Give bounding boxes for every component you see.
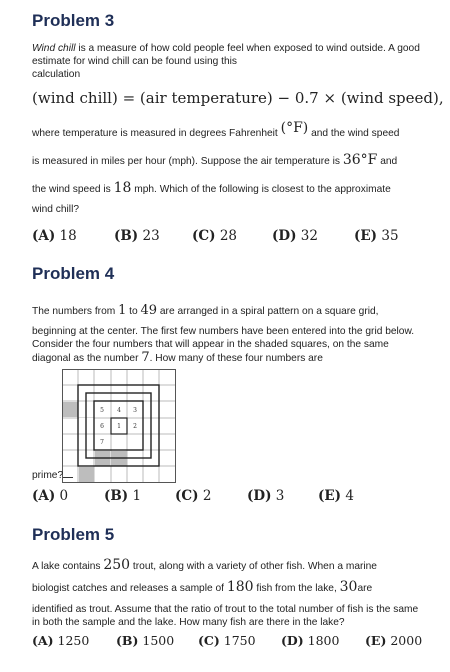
problem5-line1	[32, 557, 377, 573]
choice-value: 32	[300, 228, 318, 244]
choice-letter: (E)	[318, 488, 342, 504]
p5-l2-text-end: are	[357, 583, 373, 594]
choice-value: 2000	[390, 633, 423, 648]
choice-value: 28	[219, 228, 238, 244]
problem3-line4: wind chill?	[32, 204, 79, 215]
choice-c[interactable]	[192, 228, 237, 244]
choice-c[interactable]	[175, 488, 211, 504]
choice-value: 3	[275, 488, 285, 504]
problem3-intro	[32, 42, 428, 81]
p4-l1-to: to	[126, 306, 141, 317]
choice-b[interactable]	[116, 633, 174, 648]
choice-d[interactable]	[281, 633, 339, 648]
p4-start-number: 1	[118, 303, 127, 318]
choice-value: 1750	[223, 633, 256, 648]
choice-e[interactable]	[354, 228, 399, 244]
choice-letter: (B)	[116, 633, 139, 648]
choice-value: 4	[345, 488, 354, 504]
choice-letter: (D)	[272, 228, 297, 244]
p4-l2-text: beginning at the center. The first few numbers have been entered into the grid below. Consider the four numbers that will appear in the shaded squares, on the same diagonal as the number	[32, 326, 415, 364]
choice-letter: (E)	[354, 228, 378, 244]
p5-l2-text: biologist catches and releases a sample of	[32, 583, 227, 594]
choice-letter: (A)	[32, 633, 54, 648]
p5-l2-text-mid: fish from the lake,	[253, 583, 340, 594]
p3-l3-text-end: mph. Which of the following is closest to the approximate	[131, 184, 391, 195]
wind-chill-formula: (wind chill) = (air temperature) − 0.7 × (wind speed),	[32, 89, 444, 107]
p5-trout-count: 250	[103, 557, 131, 573]
choice-letter: (B)	[114, 228, 139, 244]
p5-sample-size: 180	[226, 579, 254, 595]
choice-letter: (C)	[198, 633, 220, 648]
p4-l1-text-end: are arranged in a spiral pattern on a square grid,	[157, 306, 379, 317]
grid-number: 4	[117, 407, 121, 414]
p4-prime-text: prime?	[32, 470, 64, 481]
choice-letter: (A)	[32, 228, 56, 244]
choice-letter: (B)	[104, 488, 129, 504]
choice-letter: (C)	[175, 488, 199, 504]
p4-l2-text-end: . How many of these four numbers are	[149, 353, 323, 364]
choice-letter: (E)	[365, 633, 387, 648]
p3-l1-text-end: and the wind speed	[308, 128, 400, 139]
choice-b[interactable]	[114, 228, 160, 244]
p5-l1-text: A lake contains	[32, 561, 104, 572]
blank-underline	[63, 477, 73, 478]
p3-wind-speed-value: 18	[113, 180, 132, 196]
p3-fahrenheit-unit: (°F)	[280, 120, 309, 136]
choice-value: 1800	[307, 633, 340, 648]
shaded-square	[79, 467, 94, 482]
grid-number: 2	[133, 423, 137, 430]
problem3-line3	[32, 180, 391, 196]
problem3-line1	[32, 120, 400, 140]
p4-end-number: 49	[140, 303, 158, 318]
p4-diagonal-number: 7	[141, 350, 150, 365]
choice-value: 0	[59, 488, 69, 504]
choice-e[interactable]	[365, 633, 422, 648]
grid-number: 7	[100, 439, 104, 446]
problem3-line2	[32, 152, 397, 168]
problem5-heading: Problem 5	[32, 525, 115, 544]
choice-d[interactable]	[247, 488, 284, 504]
prime-label	[32, 470, 73, 481]
choice-value: 35	[381, 228, 399, 244]
choice-a[interactable]	[32, 633, 89, 648]
p3-air-temp-value: 36°F	[342, 152, 378, 168]
choice-d[interactable]	[272, 228, 318, 244]
choice-value: 18	[59, 228, 77, 244]
p4-l1-text: The numbers from	[32, 306, 119, 317]
problem5-line2	[32, 579, 372, 595]
problem3-intro-last: calculation	[32, 69, 81, 80]
p3-l3-text: the wind speed is	[32, 184, 114, 195]
wind-chill-term: Wind chill	[32, 43, 76, 54]
choice-letter: (C)	[192, 228, 216, 244]
p3-l1-text: where temperature is measured in degrees Fahrenheit	[32, 128, 281, 139]
choice-value: 2	[202, 488, 212, 504]
problem4-line1	[32, 303, 379, 318]
choice-value: 1	[132, 488, 142, 504]
grid-number: 6	[100, 423, 104, 430]
choice-a[interactable]	[32, 228, 77, 244]
choice-e[interactable]	[318, 488, 354, 504]
p3-l2-text-end: and	[377, 156, 398, 167]
choice-letter: (D)	[281, 633, 304, 648]
p5-l1-text-end: trout, along with a variety of other fish. When a marine	[130, 561, 377, 572]
shaded-square	[63, 402, 78, 417]
choice-c[interactable]	[198, 633, 256, 648]
choice-value: 1500	[142, 633, 175, 648]
choice-letter: (D)	[247, 488, 272, 504]
grid-number: 1	[117, 423, 121, 430]
p3-l2-text: is measured in miles per hour (mph). Suppose the air temperature is	[32, 156, 343, 167]
choice-value: 1250	[57, 633, 90, 648]
grid-number: 5	[100, 407, 104, 414]
p5-trout-in-sample: 30	[339, 579, 358, 595]
problem5-line3: identified as trout. Assume that the ratio of trout to the total number of fish is the same in both the sample and the lake. How many fish are there in the lake?	[32, 604, 419, 628]
spiral-grid	[62, 369, 176, 483]
problem4-heading: Problem 4	[32, 264, 115, 283]
grid-number: 3	[133, 407, 137, 414]
choice-letter: (A)	[32, 488, 56, 504]
problem3-heading: Problem 3	[32, 11, 115, 30]
choice-a[interactable]	[32, 488, 68, 504]
problem3-intro-text: is a measure of how cold people feel when exposed to wind outside. A good estimate for wind chill can be found using this	[32, 43, 420, 67]
choice-b[interactable]	[104, 488, 141, 504]
choice-value: 23	[142, 228, 160, 244]
problem4-line2	[32, 325, 428, 365]
